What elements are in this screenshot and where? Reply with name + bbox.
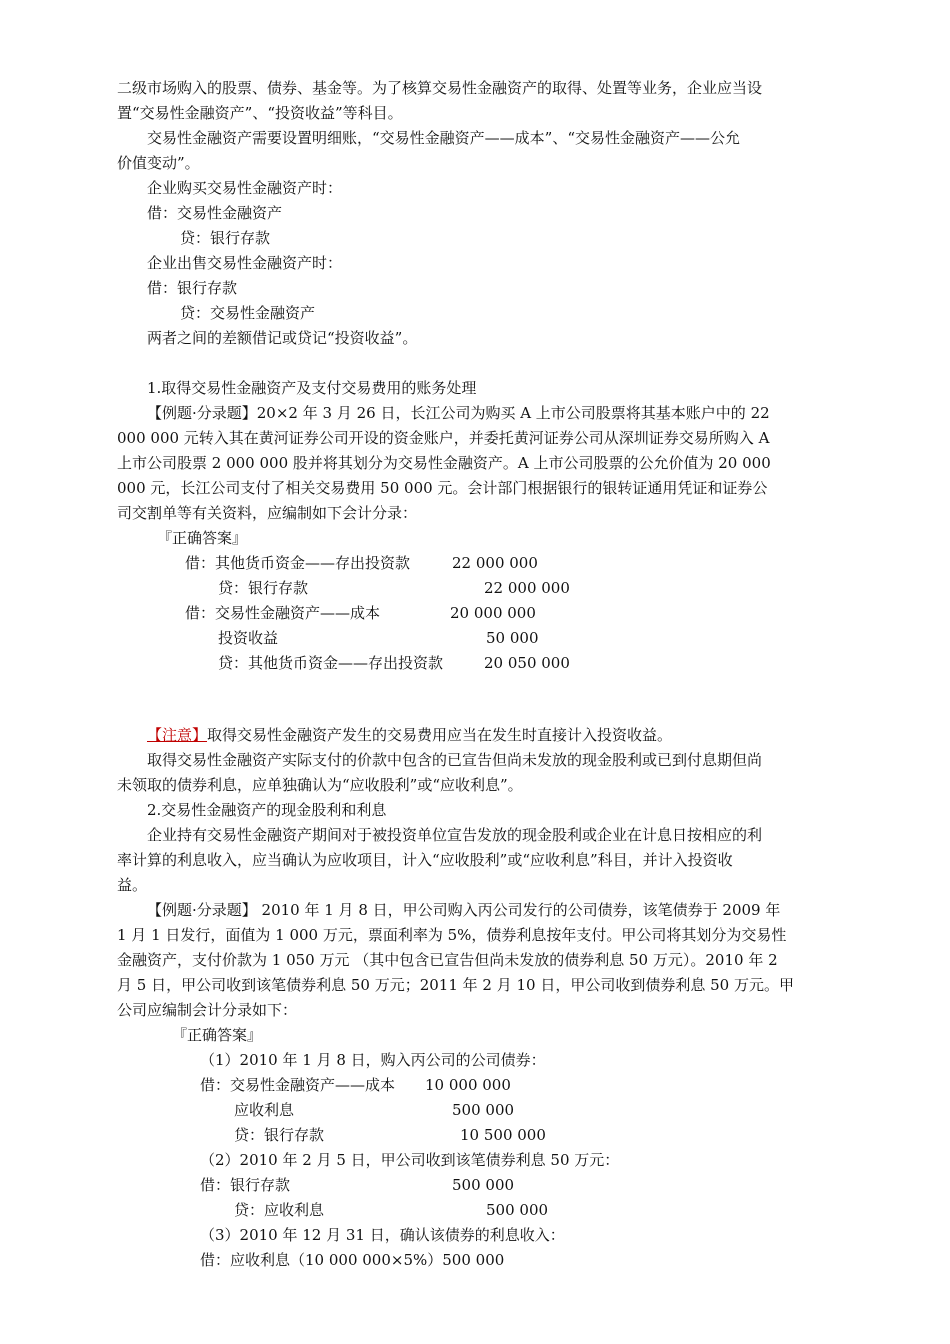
section-title: 1.取得交易性金融资产及支付交易费用的账务处理 xyxy=(147,379,477,397)
journal-amount: 50 000 xyxy=(486,629,539,647)
step-heading: （2）2010 年 2 月 5 日，甲公司收到该笔债券利息 50 万元： xyxy=(200,1151,620,1169)
example-line: 【例题·分录题】 2010 年 1 月 8 日，甲公司购入丙公司发行的公司债券，该笔债券于 2009 年 xyxy=(147,901,781,919)
journal-label: 借：交易性金融资产——成本 xyxy=(185,604,381,622)
answer-heading: 『正确答案』 xyxy=(157,529,248,547)
section-title: 2.交易性金融资产的现金股利和利息 xyxy=(147,801,387,819)
paragraph-line: 企业持有交易性金融资产期间对于被投资单位宣告发放的现金股利或企业在计息日按相应的利 xyxy=(147,826,763,844)
answer-heading: 『正确答案』 xyxy=(172,1026,263,1044)
example-line: 公司应编制会计分录如下： xyxy=(117,1001,298,1019)
journal-amount: 20 000 000 xyxy=(450,604,536,622)
journal-amount: 10 000 000 xyxy=(425,1076,511,1094)
paragraph-line: 价值变动”。 xyxy=(117,154,200,172)
note-line xyxy=(147,725,672,745)
journal-label: 贷：应收利息 xyxy=(234,1201,325,1219)
paragraph-line: 企业出售交易性金融资产时： xyxy=(147,254,343,272)
journal-label: 贷：银行存款 xyxy=(234,1126,325,1144)
journal-label: 投资收益 xyxy=(218,629,279,647)
note-text: 取得交易性金融资产发生的交易费用应当在发生时直接计入投资收益。 xyxy=(207,726,673,744)
journal-line: 借：应收利息（10 000 000×5%）500 000 xyxy=(200,1251,505,1269)
paragraph-line: 率计算的利息收入，应当确认为应收项目，计入“应收股利”或“应收利息”科目，并计入投资收 xyxy=(117,851,733,869)
paragraph-line: 企业购买交易性金融资产时： xyxy=(147,179,343,197)
journal-amount: 22 000 000 xyxy=(484,579,570,597)
paragraph-line: 益。 xyxy=(117,876,148,894)
paragraph-line: 置“交易性金融资产”、“投资收益”等科目。 xyxy=(117,104,403,122)
example-line: 000 元，长江公司支付了相关交易费用 50 000 元。会计部门根据银行的银转证通用凭证和证券公 xyxy=(117,479,768,497)
example-line: 上市公司股票 2 000 000 股并将其划分为交易性金融资产。A 上市公司股票的公允价值为 20 000 xyxy=(117,454,771,472)
journal-label: 应收利息 xyxy=(234,1101,295,1119)
journal-amount: 500 000 xyxy=(452,1176,515,1194)
journal-label: 借：交易性金融资产——成本 xyxy=(200,1076,396,1094)
example-line: 金融资产，支付价款为 1 050 万元 （其中包含已宣告但尚未发放的债券利息 50 万元）。2010 年 2 xyxy=(117,951,778,969)
example-line: 000 000 元转入其在黄河证券公司开设的资金账户，并委托黄河证券公司从深圳证券交易所购入 A xyxy=(117,429,770,447)
example-line: 【例题·分录题】20×2 年 3 月 26 日，长江公司为购买 A 上市公司股票将其基本账户中的 22 xyxy=(147,404,770,422)
journal-label: 借：其他货币资金——存出投资款 xyxy=(185,554,411,572)
paragraph-line: 未领取的债券利息，应单独确认为“应收股利”或“应收利息”。 xyxy=(117,776,523,794)
journal-label: 贷：其他货币资金——存出投资款 xyxy=(218,654,444,672)
paragraph-line: 取得交易性金融资产实际支付的价款中包含的已宣告但尚未发放的现金股利或已到付息期但尚 xyxy=(147,751,763,769)
journal-amount: 500 000 xyxy=(452,1101,515,1119)
note-tag: 【注意】 xyxy=(147,726,208,744)
journal-amount: 22 000 000 xyxy=(452,554,538,572)
journal-credit: 贷：交易性金融资产 xyxy=(180,304,316,322)
example-line: 司交割单等有关资料，应编制如下会计分录： xyxy=(117,504,418,522)
step-heading: （1）2010 年 1 月 8 日，购入丙公司的公司债券： xyxy=(200,1051,546,1069)
journal-debit: 借：交易性金融资产 xyxy=(147,204,283,222)
journal-amount: 500 000 xyxy=(486,1201,549,1219)
journal-label: 贷：银行存款 xyxy=(218,579,309,597)
journal-amount: 20 050 000 xyxy=(484,654,570,672)
example-line: 1 月 1 日发行，面值为 1 000 万元，票面利率为 5%，债券利息按年支付。甲公司将其划分为交易性 xyxy=(117,926,787,944)
paragraph-line: 两者之间的差额借记或贷记“投资收益”。 xyxy=(147,329,418,347)
step-heading: （3）2010 年 12 月 31 日，确认该债券的利息收入： xyxy=(200,1226,565,1244)
journal-label: 借：银行存款 xyxy=(200,1176,291,1194)
paragraph-line: 二级市场购入的股票、债券、基金等。为了核算交易性金融资产的取得、处置等业务，企业应当设 xyxy=(117,79,763,97)
journal-debit: 借：银行存款 xyxy=(147,279,238,297)
example-line: 月 5 日，甲公司收到该笔债券利息 50 万元；2011 年 2 月 10 日，甲公司收到债券利息 50 万元。甲 xyxy=(117,976,794,994)
journal-amount: 10 500 000 xyxy=(460,1126,546,1144)
paragraph-line: 交易性金融资产需要设置明细账，“交易性金融资产——成本”、“交易性金融资产——公允 xyxy=(147,129,741,147)
journal-credit: 贷：银行存款 xyxy=(180,229,271,247)
